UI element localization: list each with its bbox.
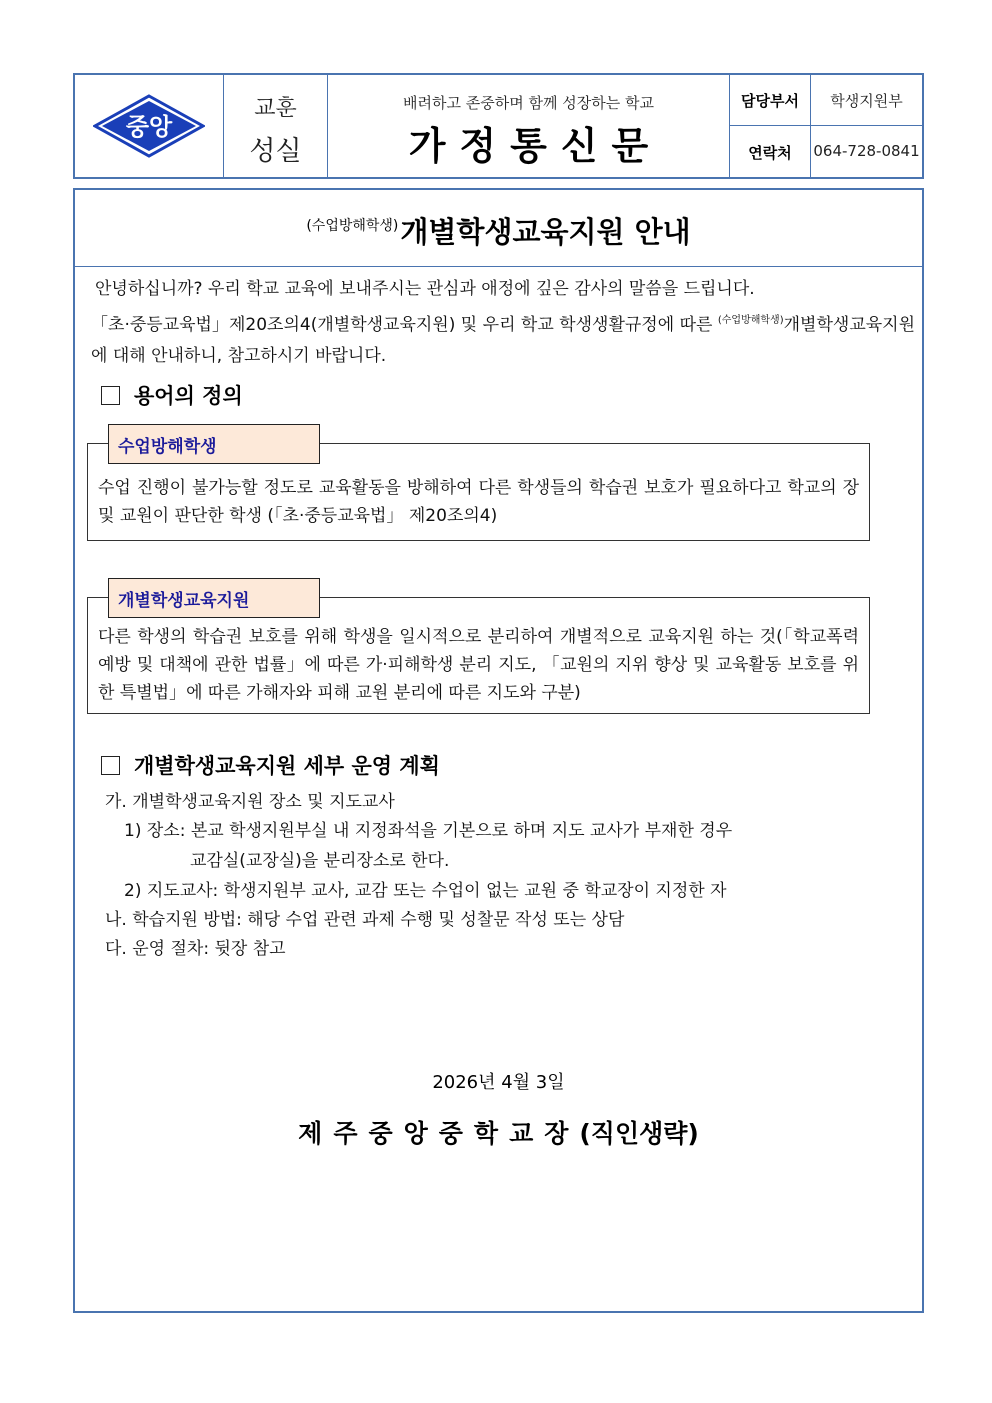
- definitions-heading: [101, 380, 243, 410]
- newsletter-header: [73, 73, 924, 179]
- seal-note: (직인생략): [579, 1119, 699, 1148]
- plan-item-ga-2: 2) 지도교사: 학생지원부 교사, 교감 또는 수업이 없는 교원 중 학교장이 지정한 자: [124, 881, 727, 901]
- intro-line-2: [83, 305, 915, 372]
- motto-value: 성실: [249, 136, 302, 167]
- definition-text-1: 수업 진행이 불가능할 정도로 교육활동을 방해하여 다른 학생들의 학습권 보호가 필요하다고 학교의 장 및 교원이 판단한 학생 (「초·중등교육법」 제20조의4): [98, 478, 859, 526]
- logo-text: 중앙: [125, 113, 173, 141]
- department-value: 학생지원부: [830, 92, 903, 110]
- plan-item-ga-1b: 교감실(교장실)을 분리장소로 한다.: [190, 851, 450, 871]
- intro-line-2a: 「초·중등교육법」제20조의4(개별학생교육지원) 및 우리 학교 학생생활규정에 따른: [91, 315, 713, 335]
- school-logo-cell: [75, 75, 223, 177]
- document-title: [75, 210, 922, 251]
- school-name: 제주중앙중학교장: [298, 1119, 580, 1148]
- plan-item-na: 나. 학습지원 방법: 해당 수업 관련 과제 수행 및 성찰문 작성 또는 상담: [105, 910, 625, 930]
- plan-item-ga-1a: 1) 장소: 본교 학생지원부실 내 지정좌석을 기본으로 하며 지도 교사가 부재한 경우: [124, 821, 733, 841]
- contact-value: 064-728-0841: [813, 142, 920, 160]
- intro-sup: (수업방해학생): [717, 315, 784, 326]
- contact-label: 연락처: [748, 144, 792, 162]
- definition-text-2: 다른 학생의 학습권 보호를 위해 학생을 일시적으로 분리하여 개별적으로 교육지원 하는 것(「학교폭력예방 및 대책에 관한 법률」에 따른 가·피해학생 분리 지도, 「교원의 지위 향상 및 교육활동 보호를 위한 특별법」에 따른 가해자와 피해 교원 분리에 따른 지도와 구분): [98, 627, 859, 703]
- plan-item-ga: 가. 개별학생교육지원 장소 및 지도교사: [105, 792, 395, 812]
- title-prefix: (수업방해학생): [306, 218, 399, 234]
- newsletter-title: 가정통신문: [408, 124, 663, 168]
- checkbox-icon: [101, 386, 120, 405]
- principal-signature: [75, 1114, 922, 1150]
- definition-term-2: 개별학생교육지원: [108, 578, 320, 618]
- title-cell: [328, 75, 729, 177]
- notice-body: [73, 188, 924, 1313]
- title-main: 개별학생교육지원 안내: [400, 215, 691, 249]
- school-logo: [93, 94, 205, 158]
- plan-heading: [101, 750, 440, 780]
- checkbox-icon: [101, 756, 120, 775]
- issue-date: 2026년 4월 3일: [432, 1072, 565, 1093]
- school-slogan: 배려하고 존중하며 함께 성장하는 학교: [403, 94, 654, 112]
- department-label: 담당부서: [741, 92, 799, 110]
- intro-line-2b: 개별학생교육지원에 대해 안내하니, 참고하시기 바랍니다.: [91, 315, 916, 366]
- definitions-heading-text: 용어의 정의: [134, 384, 243, 408]
- intro-line-1: 안녕하십니까? 우리 학교 교육에 보내주시는 관심과 애정에 깊은 감사의 말씀을 드립니다.: [95, 279, 755, 299]
- intro-paragraph: [83, 274, 915, 372]
- plan-item-da: 다. 운영 절차: 뒷장 참고: [105, 939, 286, 959]
- plan-heading-text: 개별학생교육지원 세부 운영 계획: [134, 754, 440, 778]
- motto-cell: [224, 75, 327, 177]
- definition-term-1: 수업방해학생: [108, 424, 320, 464]
- motto-label: 교훈: [254, 96, 297, 121]
